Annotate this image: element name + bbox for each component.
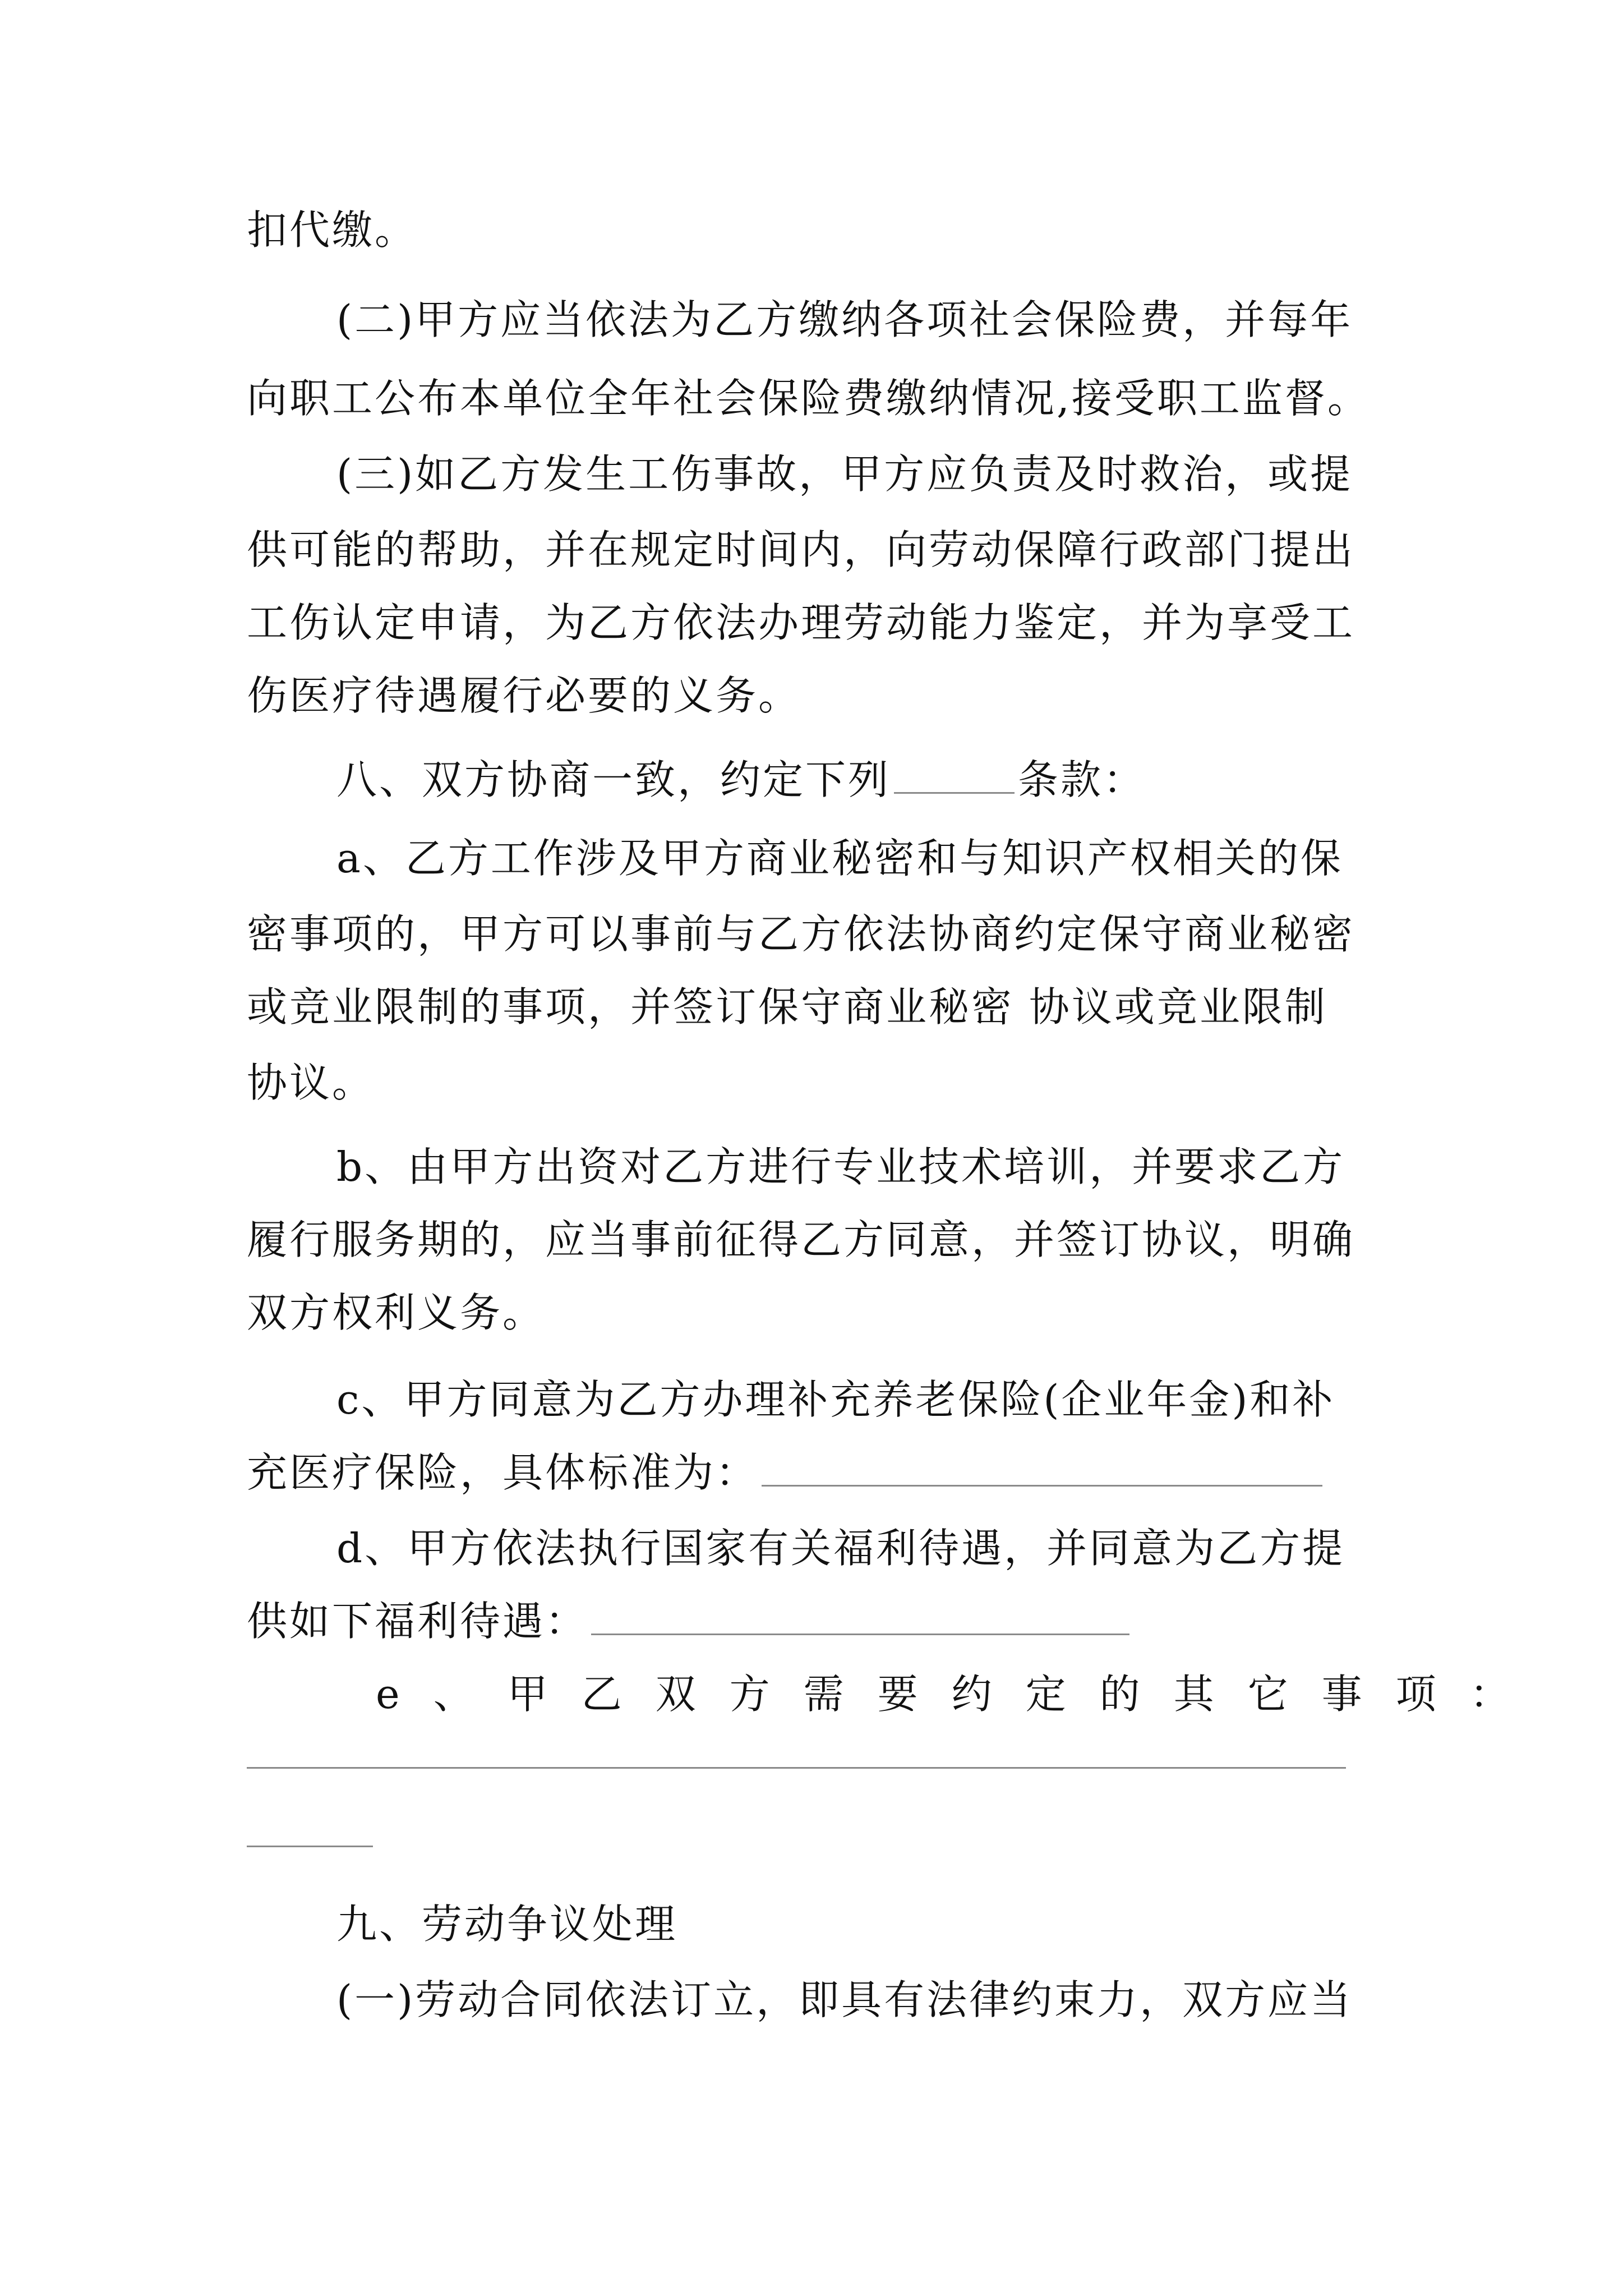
text-line: c、甲方同意为乙方办理补充养老保险(企业年金)和补 — [336, 1376, 1335, 1423]
text-line: (三)如乙方发生工伤事故，甲方应负责及时救治，或提 — [336, 450, 1353, 498]
text-line — [336, 752, 1146, 808]
text-line: 伤医疗待遇履行必要的义务。 — [247, 672, 801, 719]
text-line: 工伤认定申请，为乙方依法办理劳动能力鉴定，并为享受工 — [247, 599, 1355, 646]
text-line: (二)甲方应当依法为乙方缴纳各项社会保险费，并每年 — [336, 296, 1353, 343]
text-line: e、甲乙双方需要约定的其它事项： — [376, 1671, 1544, 1718]
text-line: b、由甲方出资对乙方进行专业技术培训，并要求乙方 — [336, 1143, 1345, 1190]
text-line: 扣代缴。 — [247, 206, 418, 254]
clause-heading-text: 八、双方协商一致，约定下列 — [336, 756, 891, 803]
text-line: a、乙方工作涉及甲方商业秘密和与知识产权相关的保 — [336, 835, 1343, 882]
text-line: 协议。 — [247, 1059, 375, 1106]
text-line: 密事项的，甲方可以事前与乙方依法协商约定保守商业秘密 — [247, 910, 1355, 958]
text-line — [247, 1444, 1326, 1501]
text-line: 供可能的帮助，并在规定时间内，向劳动保障行政部门提出 — [247, 526, 1355, 573]
line-text: 充医疗保险，具体标准为： — [247, 1449, 759, 1496]
text-line: 向职工公布本单位全年社会保险费缴纳情况,接受职工监督。 — [247, 375, 1370, 422]
fill-in-blank[interactable] — [894, 752, 1015, 794]
clause-heading-suffix: 条款： — [1018, 756, 1146, 803]
fill-in-blank[interactable] — [762, 1444, 1322, 1487]
text-line: 双方权利义务。 — [247, 1289, 546, 1336]
fill-in-blank[interactable] — [591, 1593, 1129, 1635]
text-line: 或竞业限制的事项，并签订保守商业秘密 协议或竞业限制 — [247, 983, 1327, 1030]
line-text: 供如下福利待遇： — [247, 1598, 588, 1645]
text-line: (一)劳动合同依法订立，即具有法律约束力，双方应当 — [336, 1976, 1353, 2023]
fill-in-rule[interactable] — [247, 1846, 373, 1847]
fill-in-rule[interactable] — [247, 1767, 1346, 1769]
section-heading: 九、劳动争议处理 — [336, 1901, 678, 1948]
text-line: 履行服务期的，应当事前征得乙方同意，并签订协议，明确 — [247, 1216, 1355, 1263]
text-line — [247, 1593, 1133, 1649]
text-line: d、甲方依法执行国家有关福利待遇，并同意为乙方提 — [336, 1525, 1345, 1572]
